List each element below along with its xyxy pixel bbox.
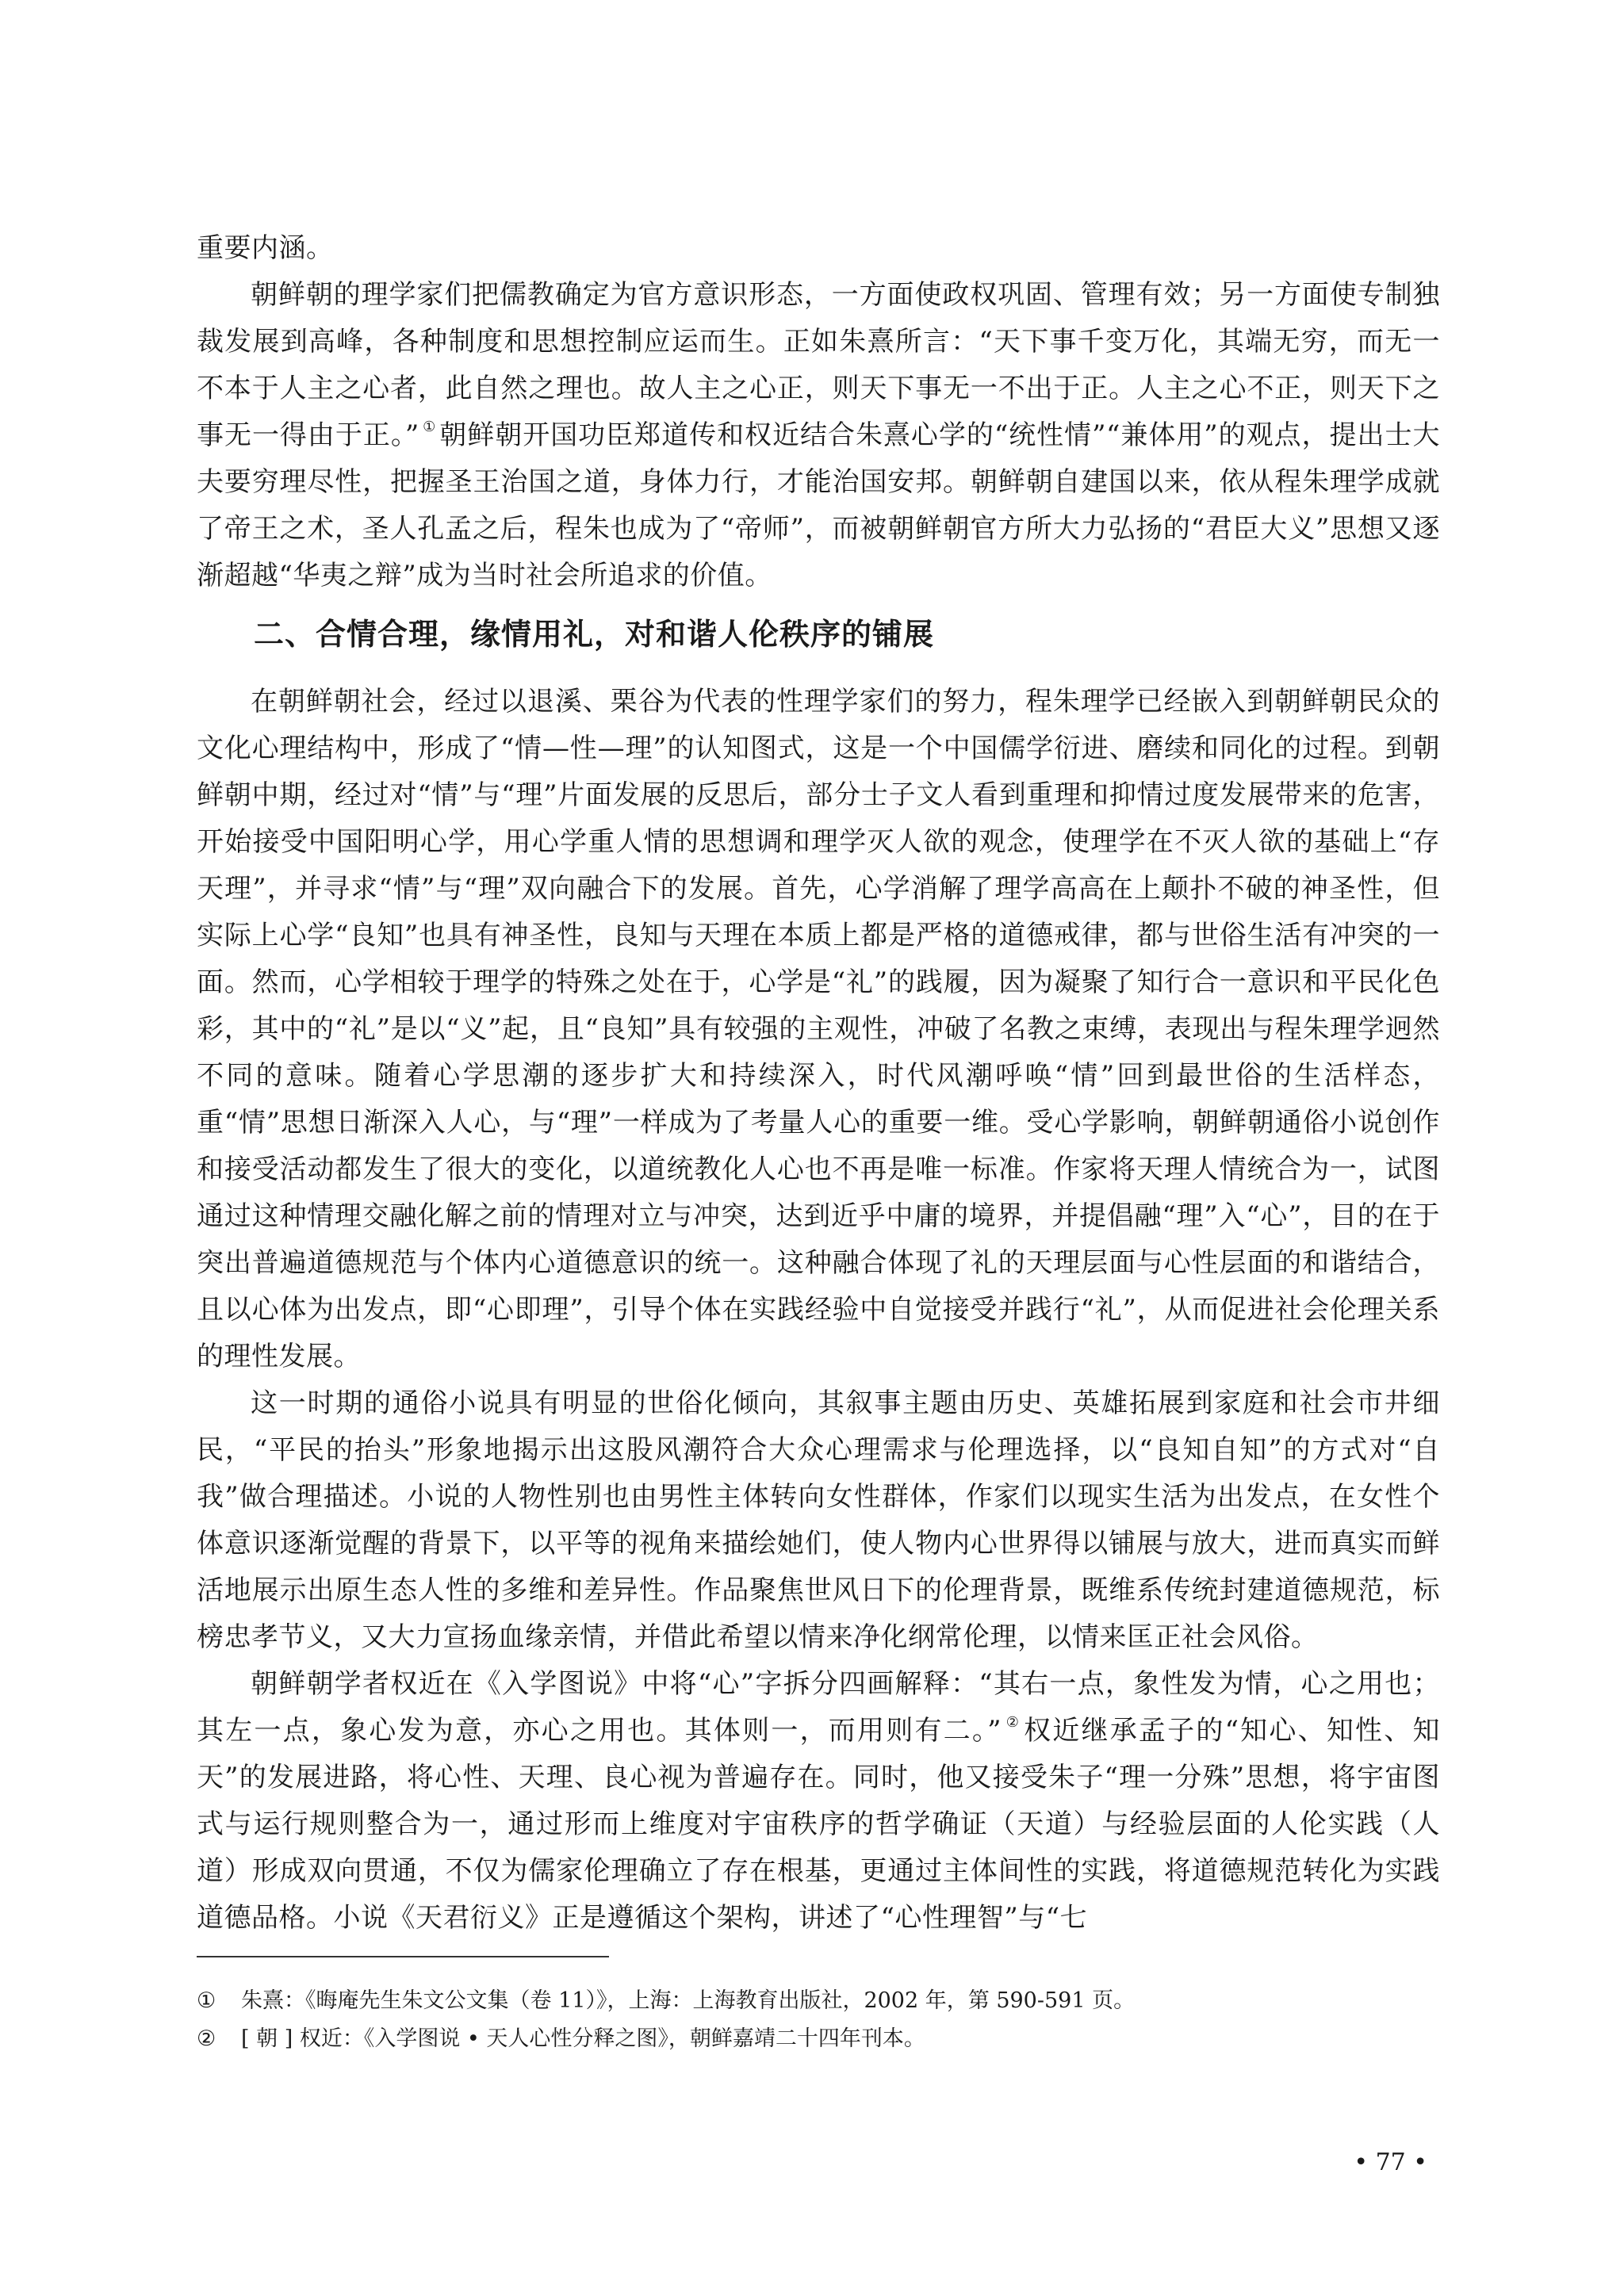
page-body bbox=[197, 225, 1440, 1942]
paragraph-text: 权近继承孟子的“知心、知性、知天”的发展进路，将心性、天理、良心视为普遍存在。同时，他又接受朱子“理一分殊”思想，将宇宙图式与运行规则整合为一，通过形而上维度对宇宙秩序的哲学确证（天道）与经验层面的人伦实践（人道）形成双向贯通，不仅为儒家伦理确立了存在根基，更通过主体间性的实践，将道德规范转化为实践道德品格。小说《天君衍义》正是遵循这个架构，讲述了“心性理智”与“七 bbox=[197, 1715, 1440, 1934]
section-heading: 二、合情合理，缘情用礼，对和谐人伦秩序的铺展 bbox=[254, 617, 935, 652]
page-number: • 77 • bbox=[1354, 2149, 1427, 2176]
footnote-text: [ 朝 ] 权近：《入学图说 • 天人心性分释之图》，朝鲜嘉靖二十四年刊本。 bbox=[241, 2026, 925, 2051]
footnote-mark: ① bbox=[197, 1988, 216, 2013]
footnote-mark: ② bbox=[197, 2026, 216, 2051]
footnote-divider bbox=[197, 1956, 609, 1957]
paragraph-text: 朝鲜朝开国功臣郑道传和权近结合朱熹心学的“统性情”“兼体用”的观点，提出士大夫要穷理尽性，把握圣王治国之道，身体力行，才能治国安邦。朝鲜朝自建国以来，依从程朱理学成就了帝王之术，圣人孔孟之后，程朱也成为了“帝师”，而被朝鲜朝官方所大力弘扬的“君臣大义”思想又逐渐超越“华夷之辩”成为当时社会所追求的价值。 bbox=[197, 419, 1440, 591]
footnote-ref-1[interactable]: ① bbox=[422, 419, 437, 435]
paragraph-kwon-geun bbox=[197, 1661, 1440, 1942]
footnote-text: 朱熹：《晦庵先生朱文公文集（卷 11）》，上海：上海教育出版社，2002 年，第 590-591 页。 bbox=[241, 1988, 1136, 2013]
paragraph-text: 朝鲜朝的理学家们把儒教确定为官方意识形态，一方面使政权巩固、管理有效；另一方面使专制独裁发展到高峰，各种制度和思想控制应运而生。正如朱熹所言：“天下事千变万化，其端无穷，而无一不本于人主之心者，此自然之理也。故人主之心正，则天下事无一不出于正。人主之心不正，则天下之事无一得由于正。” bbox=[197, 279, 1440, 451]
paragraph-neo-confucianism: 在朝鲜朝社会，经过以退溪、栗谷为代表的性理学家们的努力，程朱理学已经嵌入到朝鲜朝民众的文化心理结构中，形成了“情—性—理”的认知图式，这是一个中国儒学衍进、磨续和同化的过程。到朝鲜朝中期，经过对“情”与“理”片面发展的反思后，部分士子文人看到重理和抑情过度发展带来的危害，开始接受中国阳明心学，用心学重人情的思想调和理学灭人欲的观念，使理学在不灭人欲的基础上“存天理”，并寻求“情”与“理”双向融合下的发展。首先，心学消解了理学高高在上颠扑不破的神圣性，但实际上心学“良知”也具有神圣性，良知与天理在本质上都是严格的道德戒律，都与世俗生活有冲突的一面。然而，心学相较于理学的特殊之处在于，心学是“礼”的践履，因为凝聚了知行合一意识和平民化色彩，其中的“礼”是以“义”起，且“良知”具有较强的主观性，冲破了名教之束缚，表现出与程朱理学迥然不同的意味。随着心学思潮的逐步扩大和持续深入，时代风潮呼唤“情”回到最世俗的生活样态，重“情”思想日渐深入人心，与“理”一样成为了考量人心的重要一维。受心学影响，朝鲜朝通俗小说创作和接受活动都发生了很大的变化，以道统教化人心也不再是唯一标准。作家将天理人情统合为一，试图通过这种情理交融化解之前的情理对立与冲突，达到近乎中庸的境界，并提倡融“理”入“心”，目的在于突出普遍道德规范与个体内心道德意识的统一。这种融合体现了礼的天理层面与心性层面的和谐结合，且以心体为出发点，即“心即理”，引导个体在实践经验中自觉接受并践行“礼”，从而促进社会伦理关系的理性发展。 bbox=[197, 686, 1440, 1372]
paragraph-confucian-ideology bbox=[197, 272, 1440, 599]
footnotes bbox=[197, 1982, 1440, 2058]
footnote-ref-2[interactable]: ② bbox=[1004, 1714, 1021, 1731]
paragraph-intro: 重要内涵。 bbox=[197, 232, 334, 264]
footnote-2 bbox=[197, 2020, 1440, 2058]
paragraph-popular-novels: 这一时期的通俗小说具有明显的世俗化倾向，其叙事主题由历史、英雄拓展到家庭和社会市井细民，“平民的抬头”形象地揭示出这股风潮符合大众心理需求与伦理选择，以“良知自知”的方式对“自我”做合理描述。小说的人物性别也由男性主体转向女性群体，作家们以现实生活为出发点，在女性个体意识逐渐觉醒的背景下，以平等的视角来描绘她们，使人物内心世界得以铺展与放大，进而真实而鲜活地展示出原生态人性的多维和差异性。作品聚焦世风日下的伦理背景，既维系传统封建道德规范，标榜忠孝节义，又大力宣扬血缘亲情，并借此希望以情来净化纲常伦理，以情来匡正社会风俗。 bbox=[197, 1387, 1440, 1653]
footnote-1 bbox=[197, 1982, 1440, 2020]
paragraph-text: 朝鲜朝学者权近在《入学图说》中将“心”字拆分四画解释：“其右一点，象性发为情，心之用也；其左一点，象心发为意，亦心之用也。其体则一，而用则有二。” bbox=[197, 1668, 1440, 1747]
